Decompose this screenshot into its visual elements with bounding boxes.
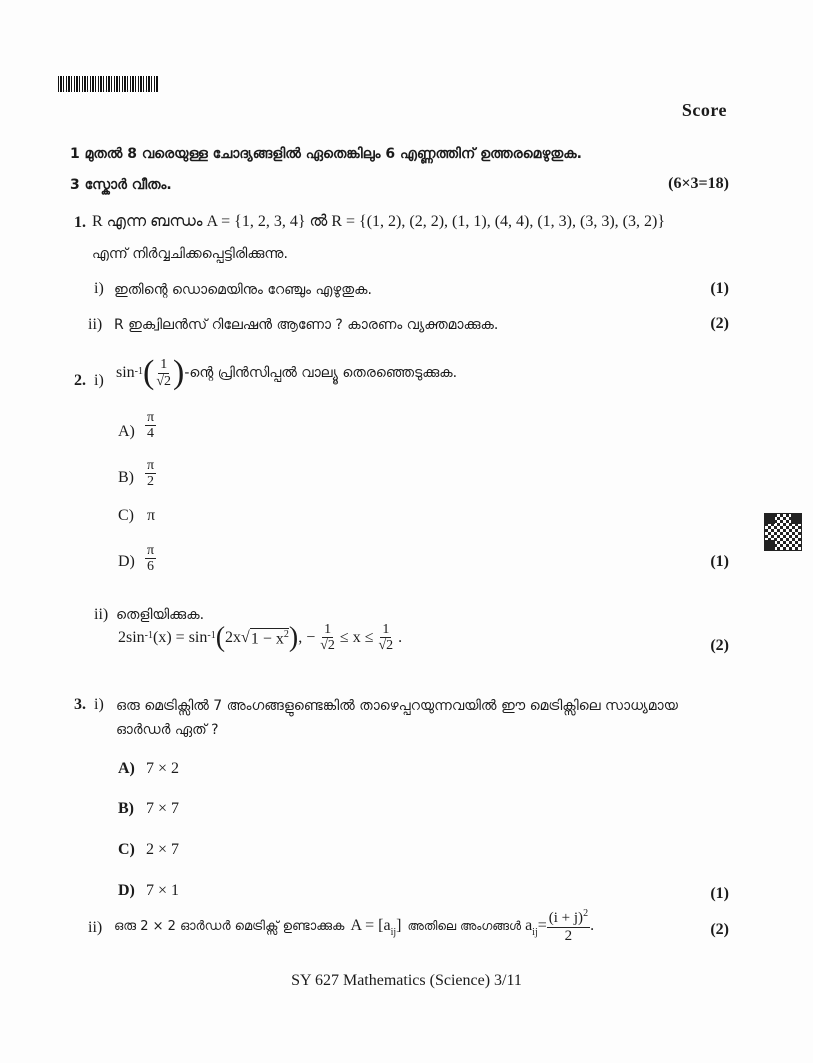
q3-number: 3.	[74, 696, 86, 713]
instruction-line-2: 3 സ്കോർ വീതം.	[70, 177, 172, 193]
q3-ii-marks: (2)	[710, 921, 729, 938]
q2-frac-den: √2	[156, 373, 172, 389]
q1-ii-marks: (2)	[710, 315, 729, 332]
q2-option-d-num: π	[147, 543, 155, 558]
q2-i-marks: (1)	[710, 553, 729, 570]
q3-ii-elem-frac-num	[547, 908, 590, 928]
q3-ii-elem-eq: =	[537, 917, 547, 934]
q2-option-d-label: D)	[118, 553, 135, 570]
q3-i-marks: (1)	[710, 885, 729, 902]
q2-option-d-value	[145, 543, 156, 575]
q2-sin: sin	[116, 364, 135, 381]
q3-ii-text-2: അതിലെ അംഗങ്ങൾ	[407, 918, 522, 933]
q2-option-c-value: π	[147, 507, 156, 524]
q2-i-expression	[116, 356, 457, 390]
q2-eq-frac-right	[376, 622, 395, 654]
q3-option-c-label: C)	[118, 841, 135, 858]
q1-ii-label: ii)	[88, 316, 103, 333]
q2-eq-frac-left-num: 1	[324, 622, 332, 637]
q2-eq-lhs: 2sin	[118, 628, 145, 646]
q3-ii-elem-frac	[547, 908, 590, 944]
q1-i-marks: (1)	[710, 280, 729, 297]
q3-ii-expression	[114, 908, 594, 944]
q1-line-2: എന്ന് നിർവ്വചിക്കപ്പെട്ടിരിക്കുന്നു.	[92, 246, 288, 262]
q3-option-a-value: 7 × 2	[146, 760, 180, 777]
q3-option-b-label: B)	[118, 800, 134, 817]
q2-eq-rad-text: 1 − x	[250, 630, 284, 648]
q3-ii-elem-num-text: (i + j)	[548, 910, 584, 926]
q2-option-b-num: π	[147, 458, 155, 473]
q2-i-label: i)	[94, 372, 104, 389]
q3-option-d-label: D)	[118, 882, 135, 899]
q2-eq-le: ≤ x ≤	[339, 628, 374, 646]
q3-i-line-1: ഒരു മെട്രിക്സിൽ 7 അംഗങ്ങളുണ്ടെങ്കിൽ താഴെപ്പറയുന്നവയിൽ ഈ മെട്രിക്സിലെ സാധ്യമായ	[116, 698, 678, 714]
q2-ii-equation	[118, 622, 402, 654]
q1-line-1: R എന്ന ബന്ധം A = {1, 2, 3, 4} ൽ R = {(1, 2), (2, 2), (1, 1), (4, 4), (1, 3), (3, 3), (3, 2)}	[92, 213, 666, 230]
q2-option-a-den: 4	[147, 426, 155, 442]
q2-option-c-label: C)	[118, 507, 134, 524]
q2-paren-close: )	[173, 354, 185, 391]
q3-ii-matrix-sub: ij	[390, 927, 397, 938]
q3-ii-text: ഒരു 2 × 2 ഓർഡർ മെട്രിക്സ് ഉണ്ടാക്കുക	[114, 918, 345, 934]
q2-eq-radicand	[250, 628, 289, 648]
q2-ii-marks: (2)	[710, 637, 729, 654]
q2-option-b-label: B)	[118, 469, 134, 486]
q3-option-a-label: A)	[118, 760, 135, 777]
page-footer: SY 627 Mathematics (Science) 3/11	[291, 972, 522, 989]
q2-i-text: -ന്റെ പ്രിൻസിപ്പൽ വാല്യൂ തെരഞ്ഞെടുക്കുക.	[184, 365, 458, 381]
q2-option-a-value	[145, 410, 156, 442]
q3-i-line-2: ഓർഡർ ഏത് ?	[116, 722, 219, 738]
q3-ii-matrix-close: ]	[396, 917, 402, 934]
q3-option-c-value: 2 × 7	[146, 841, 180, 858]
q1-i-text: ഇതിന്റെ ഡൊമെയിനും റേഞ്ചും എഴുതുക.	[114, 282, 372, 298]
q2-option-a-num: π	[147, 410, 155, 425]
score-heading: Score	[681, 100, 727, 120]
q2-eq-end: .	[398, 628, 403, 646]
q2-eq-frac-right-num: 1	[382, 622, 390, 637]
q2-option-a-label: A)	[118, 423, 135, 440]
q3-ii-period: .	[590, 917, 595, 934]
q2-eq-rad-sup: 2	[283, 628, 289, 640]
q1-ii-text: R ഇക്വിലൻസ് റിലേഷൻ ആണോ ? കാരണം വ്യക്തമാക്കുക.	[114, 317, 499, 333]
q3-ii-elem-num-sup: 2	[583, 908, 589, 919]
q2-eq-sup-2: -1	[207, 630, 216, 641]
instruction-line-1: 1 മുതൽ 8 വരെയുള്ള ചോദ്യങ്ങളിൽ ഏതെങ്കിലും 6 എണ്ണത്തിന് ഉത്തരമെഴുതുക.	[70, 146, 582, 162]
q3-option-d-value: 7 × 1	[146, 882, 180, 899]
q2-eq-inner: 2x	[225, 628, 242, 646]
barcode	[58, 76, 158, 92]
q2-fraction	[154, 357, 173, 389]
q2-option-b-den: 2	[147, 474, 155, 490]
q2-ii-text: തെളിയിക്കുക.	[116, 607, 205, 623]
q3-i-label: i)	[94, 696, 104, 713]
q3-ii-matrix-def: A = [a	[350, 917, 391, 934]
q2-eq-sep: , −	[298, 628, 316, 646]
q2-eq-sup-1: -1	[144, 630, 154, 641]
q2-eq-frac-left-den: √2	[320, 638, 335, 654]
q2-frac-num: 1	[160, 357, 168, 373]
q1-number: 1.	[74, 214, 86, 231]
q3-option-b-value: 7 × 7	[146, 800, 180, 817]
q2-eq-frac-left	[318, 622, 337, 654]
total-marks: (6×3=18)	[668, 175, 729, 192]
q2-option-b-value	[145, 458, 156, 490]
qr-code	[764, 513, 802, 551]
q2-eq-paren-open: (	[215, 621, 226, 653]
q2-eq-frac-right-den: √2	[378, 638, 394, 654]
q2-eq-paren-close: )	[288, 621, 299, 653]
q2-option-d-den: 6	[147, 559, 155, 575]
q2-paren-open: (	[143, 354, 155, 391]
q3-ii-elem: a	[525, 917, 533, 934]
q2-eq-sqrt-sign: √	[241, 628, 250, 646]
q2-sin-sup: -1	[134, 366, 144, 377]
q3-ii-elem-sub: ij	[532, 927, 538, 938]
q2-ii-label: ii)	[94, 606, 109, 623]
q1-i-label: i)	[94, 280, 104, 297]
q2-eq-lhs-arg: (x) = sin	[153, 628, 208, 646]
q3-ii-elem-frac-den: 2	[564, 927, 573, 944]
q2-number: 2.	[74, 372, 86, 389]
q3-ii-label: ii)	[88, 919, 103, 936]
